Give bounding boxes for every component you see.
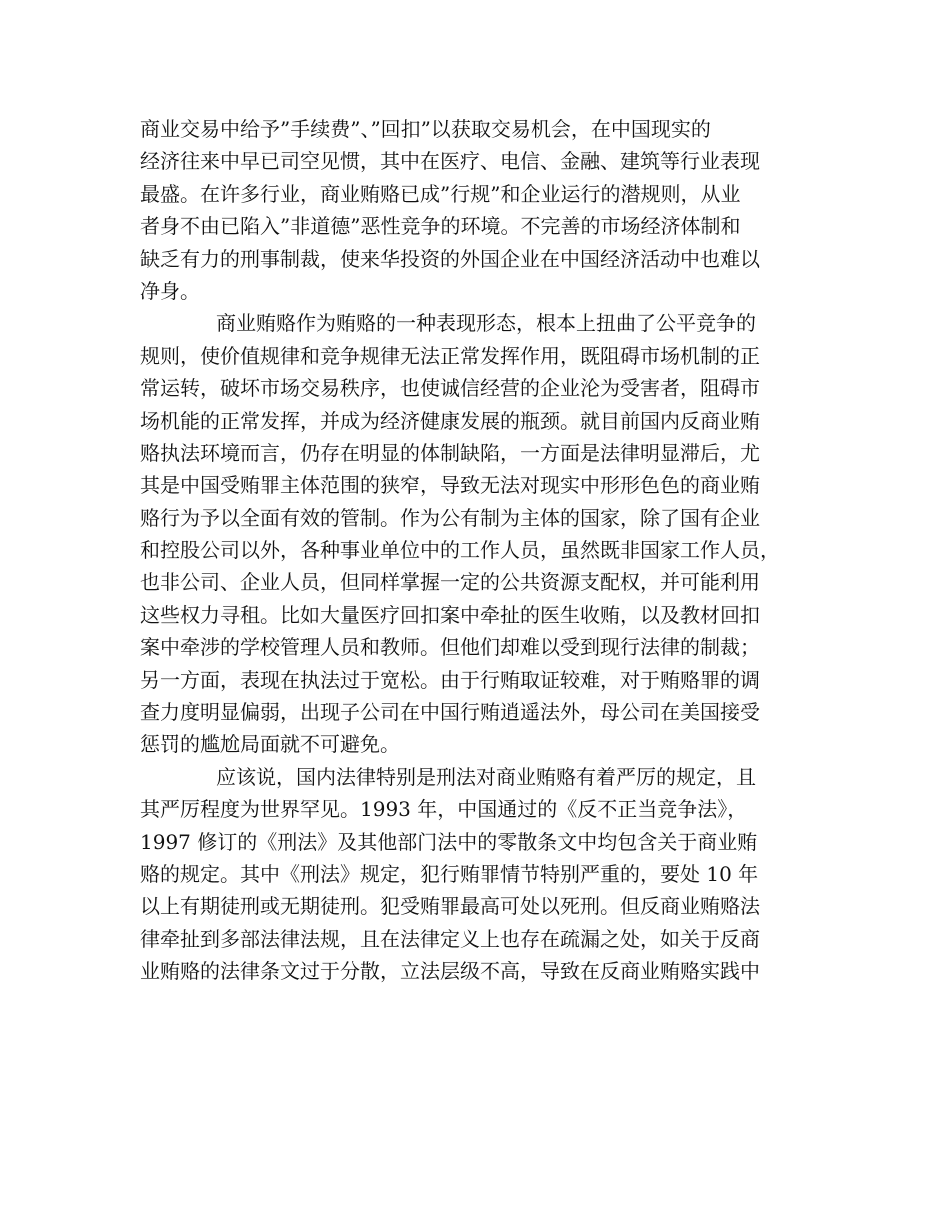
text-line: 经济往来中早已司空见惯，其中在医疗、电信、金融、建筑等行业表现 <box>140 149 760 174</box>
text-line: 也非公司、企业人员，但同样掌握一定的公共资源支配权，并可能利用 <box>140 570 760 595</box>
text-line: 缺乏有力的刑事制裁，使来华投资的外国企业在中国经济活动中也难以 <box>140 246 760 271</box>
text-line: 惩罚的尴尬局面就不可避免。 <box>140 732 400 757</box>
text-line: 常运转，破坏市场交易秩序，也使诚信经营的企业沦为受害者，阻碍市 <box>140 376 760 401</box>
text-line: 其是中国受贿罪主体范围的狭窄，导致无法对现实中形形色色的商业贿 <box>140 473 760 498</box>
text-line: 案中牵涉的学校管理人员和教师。但他们却难以受到现行法律的制裁； <box>140 635 760 660</box>
text-line: 商业贿赂作为贿赂的一种表现形态，根本上扭曲了公平竞争的 <box>216 311 756 336</box>
paragraph <box>140 307 820 760</box>
text-line: 者身不由已陷入”非道德”恶性竞争的环境。不完善的市场经济体制和 <box>140 214 741 239</box>
text-line: 另一方面，表现在执法过于宽松。由于行贿取证较难，对于贿赂罪的调 <box>140 667 760 692</box>
text-line: 律牵扯到多部法律法规，且在法律定义上也存在疏漏之处，如关于反商 <box>140 926 760 951</box>
text-line: 查力度明显偏弱，出现子公司在中国行贿逍遥法外，母公司在美国接受 <box>140 700 760 725</box>
text-line: 其严厉程度为世界罕见。1993 年，中国通过的《反不正当竞争法》， <box>140 797 748 822</box>
text-line: 赂执法环境而言，仍存在明显的体制缺陷，一方面是法律明显滞后，尤 <box>140 440 760 465</box>
paragraph <box>140 761 820 988</box>
text-line: 1997 修订的《刑法》及其他部门法中的零散条文中均包含关于商业贿 <box>140 829 758 854</box>
text-line: 和控股公司以外，各种事业单位中的工作人员，虽然既非国家工作人员， <box>140 538 780 563</box>
text-line: 最盛。在许多行业，商业贿赂已成”行规”和企业运行的潜规则，从业 <box>140 181 741 206</box>
text-line: 以上有期徒刑或无期徒刑。犯受贿罪最高可处以死刑。但反商业贿赂法 <box>140 894 760 919</box>
text-line: 业贿赂的法律条文过于分散，立法层级不高，导致在反商业贿赂实践中 <box>140 959 760 984</box>
paragraph <box>140 113 820 307</box>
text-line: 赂的规定。其中《刑法》规定，犯行贿罪情节特别严重的，要处 10 年 <box>140 861 759 886</box>
text-line: 场机能的正常发挥，并成为经济健康发展的瓶颈。就目前国内反商业贿 <box>140 408 760 433</box>
text-line: 净身。 <box>140 278 200 303</box>
text-line: 赂行为予以全面有效的管制。作为公有制为主体的国家，除了国有企业 <box>140 505 760 530</box>
text-line: 商业交易中给予”手续费”、”回扣”以获取交易机会，在中国现实的 <box>140 117 711 141</box>
text-line: 应该说，国内法律特别是刑法对商业贿赂有着严厉的规定，且 <box>216 764 756 789</box>
text-line: 规则，使价值规律和竞争规律无法正常发挥作用，既阻碍市场机制的正 <box>140 343 760 368</box>
document-body <box>140 113 820 988</box>
text-line: 这些权力寻租。比如大量医疗回扣案中牵扯的医生收贿，以及教材回扣 <box>140 602 760 627</box>
